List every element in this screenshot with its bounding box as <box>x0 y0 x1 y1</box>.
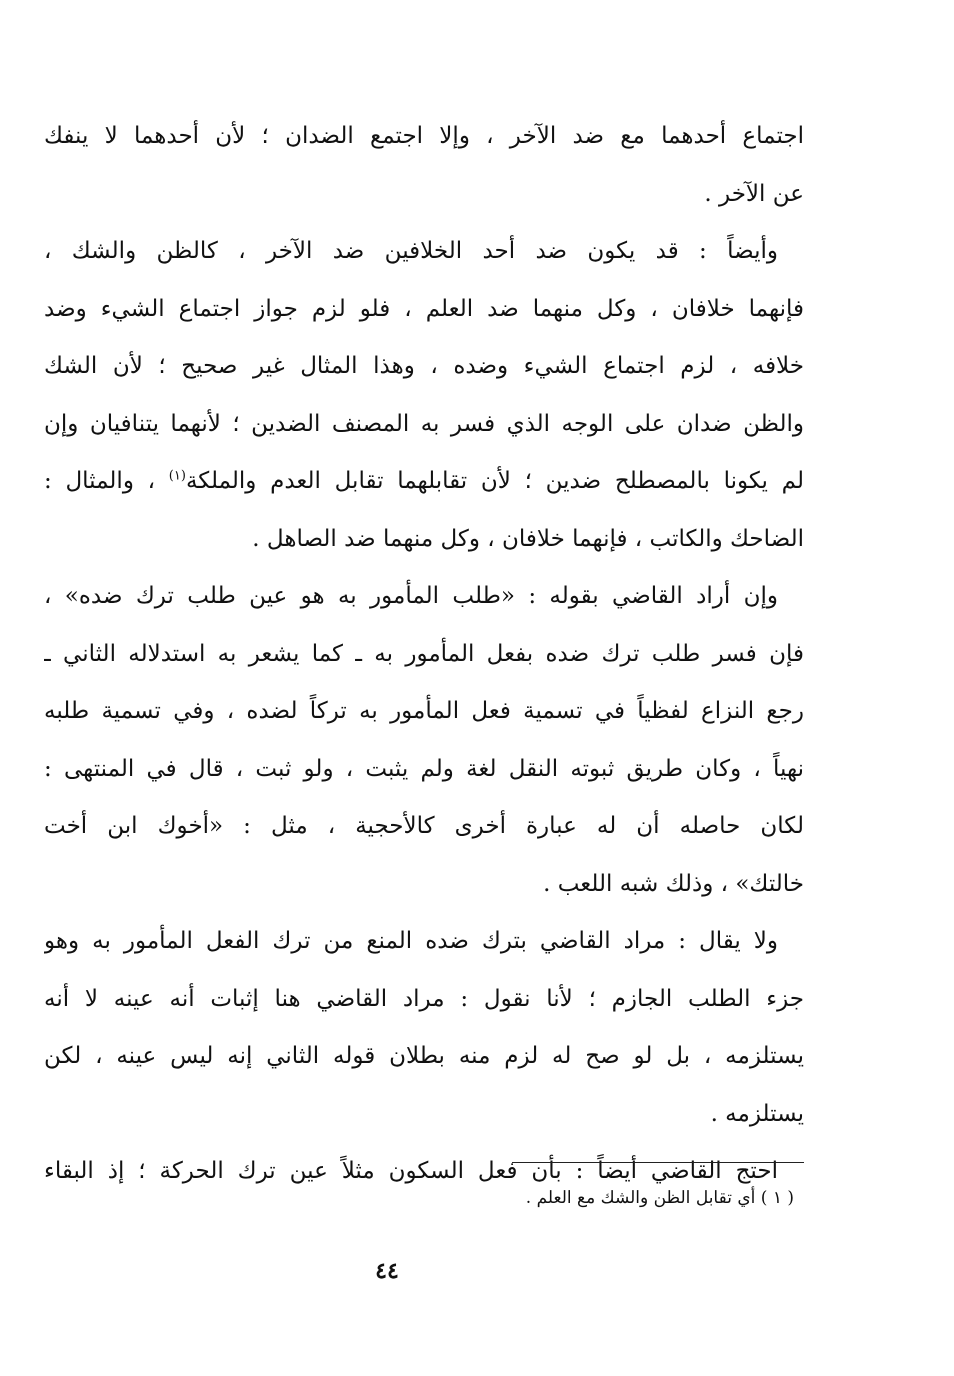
text-line: رجع النزاع لفظياً في تسمية فعل المأمور به تركاً لضده ، وفي تسمية طلبه <box>44 698 804 724</box>
text-line: جزء الطلب الجازم ؛ لأنا نقول : مراد القاضي هنا إثبات أنه عينه لا أنه <box>44 985 804 1012</box>
text-line: وأيضاً : قد يكون ضد أحد الخلافين ضد الآخر ، كالظن والشك ، <box>44 238 778 264</box>
text-line: يستلزمه . <box>710 1100 804 1127</box>
text-line: احتج القاضي أيضاً : بأن فعل السكون مثلاً عين ترك الحركة ؛ إذ البقاء <box>44 1158 778 1184</box>
text-line-with-footnote <box>44 453 804 511</box>
text-line: والظن ضدان على الوجه الذي فسر به المصنف الضدين ؛ لأنهما يتنافيان وإن <box>44 410 804 437</box>
text-line: ولا يقال : مراد القاضي بترك ضده المنع من ترك الفعل المأمور به وهو <box>44 928 778 954</box>
text-line: خلافه ، لزم اجتماع الشيء وضده ، وهذا المثال غير صحيح ؛ لأن الشك <box>44 353 804 379</box>
main-text <box>44 108 804 1201</box>
text-line: فإن فسر طلب ترك ضده بفعل المأمور به ـ كما يشعر به استدلاله الثاني ـ <box>44 640 804 667</box>
text-line: لكان حاصله أن له عبارة أخرى كالأحجية ، مثل : «أخوك ابن أخت <box>44 813 804 839</box>
text-segment: لم يكونا بالمصطلح ضدين ؛ لأن تقابلهما تقابل العدم والملكة <box>185 468 804 494</box>
footnote: ( ١ ) أي تقابل الظن والشك مع العلم . <box>525 1188 794 1208</box>
text-line: يستلزمه ، بل لو صح له لزم منه بطلان قوله الثاني إنه ليس عينه ، لكن <box>44 1043 804 1069</box>
text-line: الضاحك والكاتب ، فإنهما خلافان ، وكل منهما ضد الصاهل . <box>252 525 804 552</box>
text-line: خالتك» ، وذلك شبه اللعب . <box>543 870 804 897</box>
text-line: فإنهما خلافان ، وكل منهما ضد العلم ، فلو لزم جواز اجتماع الشيء وضد <box>44 295 804 322</box>
text-line: اجتماع أحدهما مع ضد الآخر ، وإلا اجتمع الضدان ؛ لأن أحدهما لا ينفك <box>44 123 804 149</box>
text-line: وإن أراد القاضي بقوله : «طلب المأمور به هو عين طلب ترك ضده» ، <box>44 583 778 609</box>
footnote-reference: (١) <box>168 468 186 484</box>
text-segment: ، والمثال : <box>44 468 156 494</box>
page-number: ٤٤ <box>375 1258 399 1284</box>
text-line: عن الآخر . <box>704 180 804 207</box>
footnote-divider <box>512 1162 804 1163</box>
text-line: نهياً ، وكان طريق ثبوته النقل لغة ولم يثبت ، ولو ثبت ، قال في المنتهى : <box>44 755 804 782</box>
